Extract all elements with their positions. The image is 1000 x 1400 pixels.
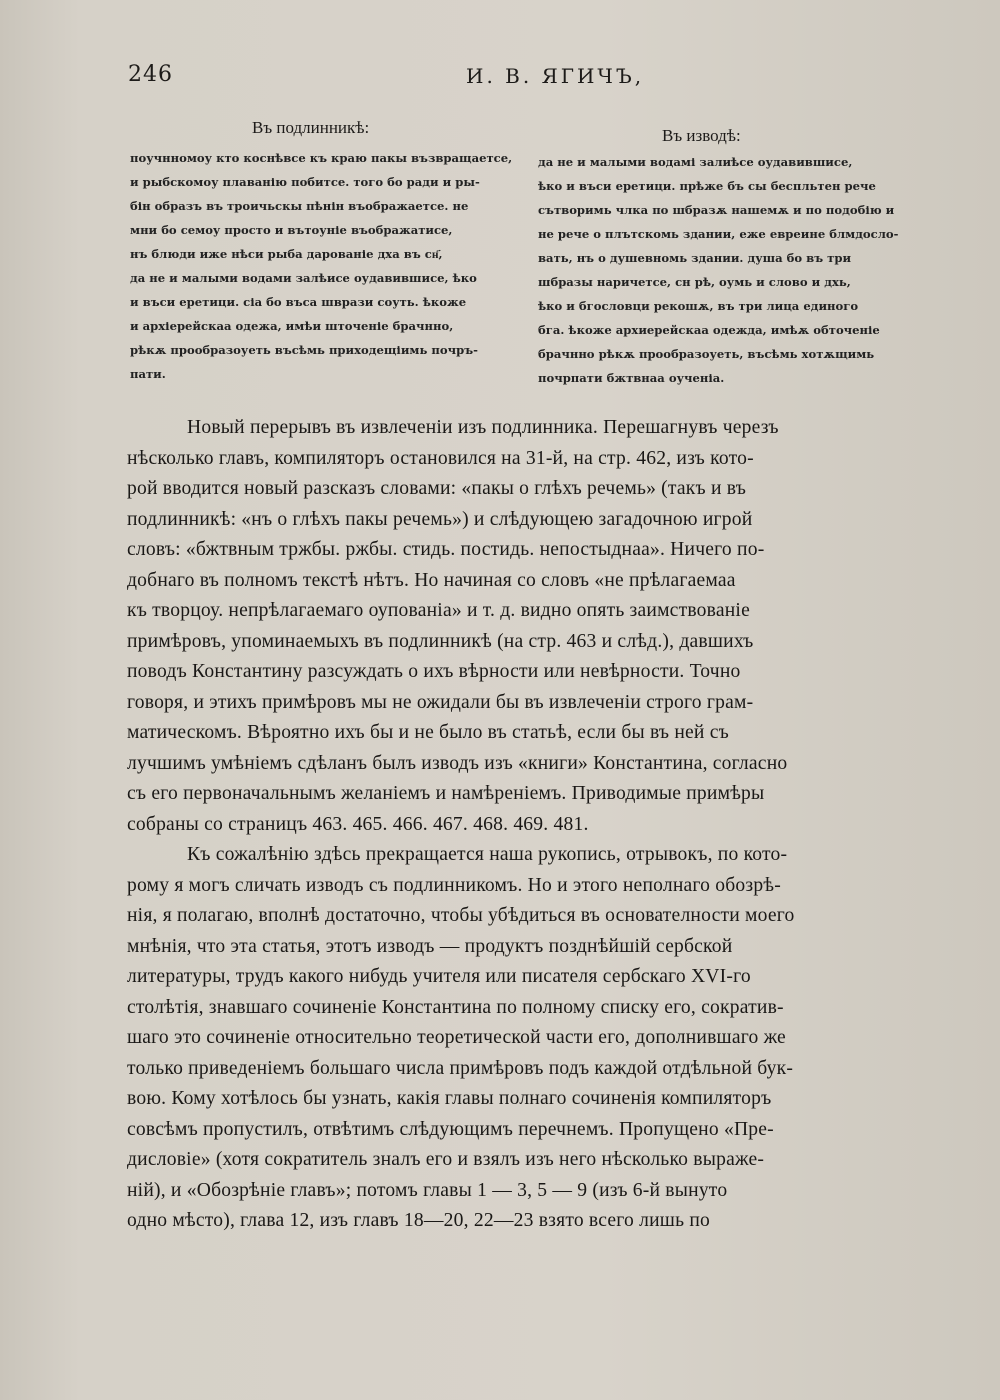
right-column-line: сътворимь члка по шбразѫ нашемѫ и по подобію и	[538, 203, 895, 217]
left-column-line: бін образъ въ троичьскы пѣнін въображаетсе. не	[130, 199, 469, 213]
body-line: добнаго въ полномъ текстѣ нѣтъ. Но начиная со словъ «не прѣлагаемаа	[127, 569, 736, 591]
body-line: шаго это сочиненіе относительно теоретической части его, дополнившаго же	[127, 1027, 786, 1048]
body-line: вою. Кому хотѣлось бы узнать, какія главы полнаго сочиненія компиляторъ	[127, 1088, 772, 1109]
body-line: съ его первоначальнымъ желаніемъ и намѣреніемъ. Приводимые примѣры	[127, 783, 765, 804]
left-column-line: пати.	[130, 367, 166, 381]
left-column-heading: Въ подлинникѣ:	[252, 118, 370, 137]
right-column-line: ѣко и въси еретици. прѣже бъ сы беспльтен рече	[538, 179, 876, 193]
body-line: матическомъ. Вѣроятно ихъ бы и не было въ статьѣ, если бы въ ней съ	[127, 722, 729, 743]
body-line: одно мѣсто), глава 12, изъ главъ 18—20, 22—23 взято всего лишь по	[127, 1210, 711, 1231]
body-line: мнѣнія, что эта статья, этотъ изводъ — продуктъ позднѣйшій сербской	[127, 935, 733, 957]
right-column-line: шбразы наричетсе, сн рѣ, оумь и слово и дхь,	[538, 275, 851, 289]
body-line: столѣтія, знавшаго сочиненіе Константина по полному списку его, сократив-	[127, 996, 784, 1018]
body-line: рой вводится новый разсказъ словами: «пакы о глѣхъ речемь» (такъ и въ	[127, 478, 747, 499]
body-line: нія, я полагаю, вполнѣ достаточно, чтобы убѣдиться въ основателности моего	[127, 905, 795, 926]
body-line: рому я могъ сличать изводъ съ подлинникомъ. Но и этого неполнаго обозрѣ-	[127, 874, 781, 896]
left-column-line: поучнномоу кто коснѣвсе къ краю пакы възвращаетсе,	[130, 151, 513, 165]
right-column-line: ѣко и бгословци рекошѫ, въ три лица единого	[538, 299, 859, 313]
right-column-line: не рече о плътскомь здании, еже евреине блмдосло-	[538, 227, 899, 241]
body-line: ній), и «Обозрѣніе главъ»; потомъ главы 1 — 3, 5 — 9 (изъ 6-й вынуто	[127, 1179, 728, 1201]
right-column-text	[538, 150, 938, 390]
body-line: только приведеніемъ большаго числа примѣровъ подъ каждой отдѣльной бук-	[127, 1057, 794, 1079]
body-line: примѣровъ, упоминаемыхъ въ подлинникѣ (на стр. 463 и слѣд.), давшихъ	[127, 630, 754, 652]
left-column-line: нъ блюди иже нѣси рыба дарованіе дха въ сн҃,	[130, 247, 443, 261]
left-column-line: и рыбскомоу плаванію побитсе. того бо ради и ры-	[130, 175, 480, 189]
body-line: дисловіе» (хотя сократитель зналъ его и взялъ изъ него нѣсколько выраже-	[127, 1149, 765, 1170]
body-line: словъ: «бжтвным тржбы. ржбы. стидь. постидь. непостыднаа». Ничего по-	[127, 539, 765, 560]
right-column-line: да не и малыми водамі залиѣсе оудавившисе,	[538, 155, 853, 169]
body-line: нѣсколько главъ, компиляторъ остановился на 31-й, на стр. 462, изъ кото-	[127, 447, 754, 469]
left-column-line: и архіерейскаа одежа, имѣи шточеніе брачнно,	[130, 319, 454, 333]
running-title: И. В. ЯГИЧЪ,	[466, 64, 645, 88]
left-column-line: и въси еретици. сіа бо въса шврази соуть. ѣкоже	[130, 295, 467, 309]
right-column-line: брачнно рѣкѫ прообразоуеть, въсѣмь хотѫщимь	[538, 347, 875, 361]
right-column-line: бга. ѣкоже архиерейскаа одежда, имѣѫ обточеніе	[538, 323, 880, 337]
body-line: Новый перерывъ въ извлеченіи изъ подлинника. Перешагнувъ черезъ	[187, 417, 779, 438]
left-column-line: да не и малыми водами залѣисе оудавившисе, ѣко	[130, 271, 477, 285]
left-column-line: рѣкѫ прообразоуеть въсѣмь приходещіимь почръ-	[130, 343, 478, 357]
body-line: говоря, и этихъ примѣровъ мы не ожидали бы въ извлеченіи строго грам-	[127, 691, 754, 713]
body-line: подлинникѣ: «нъ о глѣхъ пакы речемь») и слѣдующею загадочною игрой	[127, 508, 753, 530]
body-line: собраны со страницъ 463. 465. 466. 467. 468. 469. 481.	[127, 813, 589, 835]
body-line: совсѣмъ пропустилъ, отвѣтимъ слѣдующимъ перечнемъ. Пропущено «Пре-	[127, 1118, 774, 1140]
body-line: Къ сожалѣнію здѣсь прекращается наша рукопись, отрывокъ, по кото-	[187, 844, 788, 865]
left-column-line: мни бо семоу просто и вътоуніе въображатисе,	[130, 223, 453, 237]
running-head	[128, 62, 928, 96]
body-line: къ творцоу. непрѣлагаемаго оупованіа» и т. д. видно опять заимствованіе	[127, 600, 750, 621]
body-line: лучшимъ умѣніемъ сдѣланъ былъ изводъ изъ «книги» Константина, согласно	[127, 752, 788, 774]
body-line: поводъ Константину разсуждать о ихъ вѣрности или невѣрности. Точно	[127, 661, 741, 682]
left-column-text	[130, 146, 526, 386]
page-number: 246	[128, 62, 173, 87]
body-text	[127, 413, 935, 1237]
right-column-line: вать, нъ о душевномь здании. душа бо въ три	[538, 251, 852, 265]
right-column-heading: Въ изводѣ:	[662, 126, 741, 145]
right-column-line: почрпати бжтвнаа оученіа.	[538, 371, 725, 385]
body-line: литературы, трудъ какого нибудь учителя или писателя сербскаго XVI-го	[127, 966, 751, 987]
